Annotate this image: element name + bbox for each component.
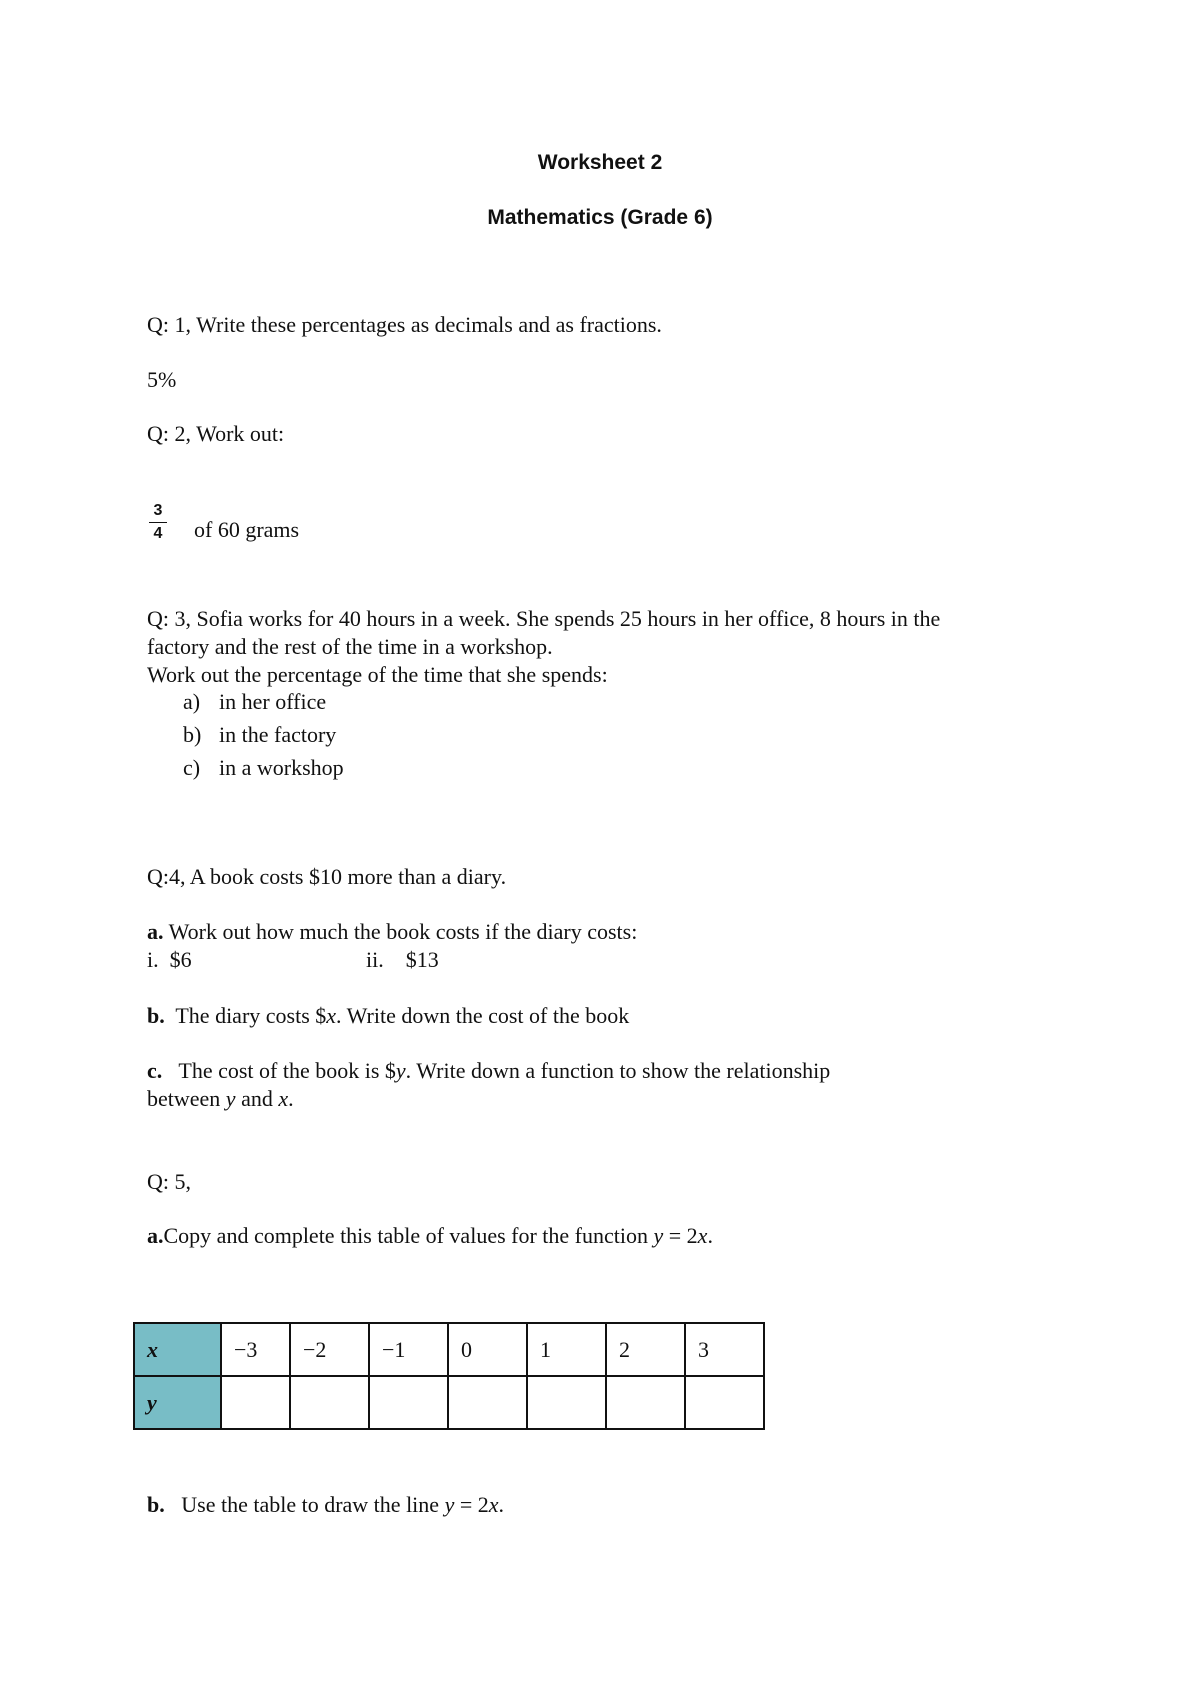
- fraction: [148, 502, 168, 543]
- y-header-cell: y: [134, 1376, 221, 1429]
- q1-prompt: Q: 1, Write these percentages as decimals and as fractions.: [147, 312, 662, 337]
- y-value-cell[interactable]: [448, 1376, 527, 1429]
- variable-y: y: [444, 1492, 455, 1517]
- part-marker: b.: [147, 1003, 165, 1028]
- worksheet-subtitle: Mathematics (Grade 6): [487, 206, 713, 229]
- part-text: Use the table to draw the line: [181, 1492, 445, 1517]
- part-text: .: [498, 1492, 505, 1517]
- equation-text: = 2: [454, 1492, 489, 1517]
- q3-item-text: in the factory: [219, 722, 337, 747]
- fraction-numerator: 3: [153, 502, 163, 519]
- x-value-cell: −2: [290, 1323, 369, 1376]
- q3-item-marker: c): [183, 755, 201, 780]
- q3-item-marker: b): [183, 722, 202, 747]
- part-text: The diary costs $: [175, 1003, 327, 1028]
- y-value-cell[interactable]: [685, 1376, 764, 1429]
- q2-text: of 60 grams: [194, 517, 300, 542]
- q4-part-b: [147, 1002, 629, 1030]
- variable-y: y: [225, 1086, 236, 1111]
- option-value: $6: [169, 947, 192, 972]
- part-text: and: [235, 1086, 279, 1111]
- x-value-cell: −1: [369, 1323, 448, 1376]
- q5-part-a: [147, 1222, 713, 1250]
- part-text: The cost of the book is $: [178, 1058, 396, 1083]
- part-text: Copy and complete this table of values for the function: [163, 1223, 654, 1248]
- x-value-cell: 1: [527, 1323, 606, 1376]
- y-value-cell[interactable]: [527, 1376, 606, 1429]
- part-marker: a.: [147, 1223, 164, 1248]
- x-value-cell: −3: [221, 1323, 290, 1376]
- q4-option-i: [147, 946, 192, 974]
- option-marker: i.: [147, 947, 159, 972]
- q5-part-b: [147, 1491, 504, 1519]
- q3-item-text: in a workshop: [219, 755, 344, 780]
- variable-x: x: [488, 1492, 499, 1517]
- values-table: [133, 1322, 765, 1430]
- q1-value: 5%: [147, 367, 177, 392]
- q4-prompt: Q:4, A book costs $10 more than a diary.: [147, 864, 507, 889]
- part-text: . Write down a function to show the relationship: [405, 1058, 831, 1083]
- y-value-cell[interactable]: [606, 1376, 685, 1429]
- q5-prompt: Q: 5,: [147, 1169, 191, 1194]
- fraction-bar: [149, 522, 167, 523]
- q3-line-1: Q: 3, Sofia works for 40 hours in a week. She spends 25 hours in her office, 8 hours in the: [147, 606, 941, 631]
- x-value-cell: 3: [685, 1323, 764, 1376]
- x-value-cell: 0: [448, 1323, 527, 1376]
- y-value-cell[interactable]: [290, 1376, 369, 1429]
- variable-y: y: [653, 1223, 664, 1248]
- part-text: .: [288, 1086, 294, 1111]
- table-row-y: [134, 1376, 764, 1429]
- variable-x: x: [326, 1003, 337, 1028]
- q3-line-3: Work out the percentage of the time that she spends:: [147, 662, 608, 687]
- q4-part-a: [147, 918, 637, 946]
- part-text: . Write down the cost of the book: [336, 1003, 630, 1028]
- q4-part-c: [147, 1057, 830, 1085]
- variable-y: y: [395, 1058, 406, 1083]
- fraction-denominator: 4: [153, 525, 163, 542]
- part-text: .: [707, 1223, 713, 1248]
- variable-x: x: [278, 1086, 289, 1111]
- worksheet-title: Worksheet 2: [537, 151, 663, 174]
- part-marker: b.: [147, 1492, 165, 1517]
- q4-option-ii: [366, 946, 439, 974]
- equation-text: = 2: [663, 1223, 698, 1248]
- variable-x: x: [697, 1223, 708, 1248]
- option-value: $13: [405, 947, 439, 972]
- q3-line-2: factory and the rest of the time in a workshop.: [147, 634, 553, 659]
- option-marker: ii.: [366, 947, 384, 972]
- y-value-cell[interactable]: [369, 1376, 448, 1429]
- part-marker: a.: [147, 919, 164, 944]
- x-header-cell: x: [134, 1323, 221, 1376]
- part-text: Work out how much the book costs if the diary costs:: [168, 919, 638, 944]
- x-value-cell: 2: [606, 1323, 685, 1376]
- q4-part-c-line-2: [147, 1085, 294, 1113]
- y-value-cell[interactable]: [221, 1376, 290, 1429]
- q3-item-text: in her office: [219, 689, 327, 714]
- q2-prompt: Q: 2, Work out:: [147, 421, 285, 446]
- q3-item-marker: a): [183, 689, 201, 714]
- part-text: between: [147, 1086, 226, 1111]
- table-row-x: [134, 1323, 764, 1376]
- part-marker: c.: [147, 1058, 163, 1083]
